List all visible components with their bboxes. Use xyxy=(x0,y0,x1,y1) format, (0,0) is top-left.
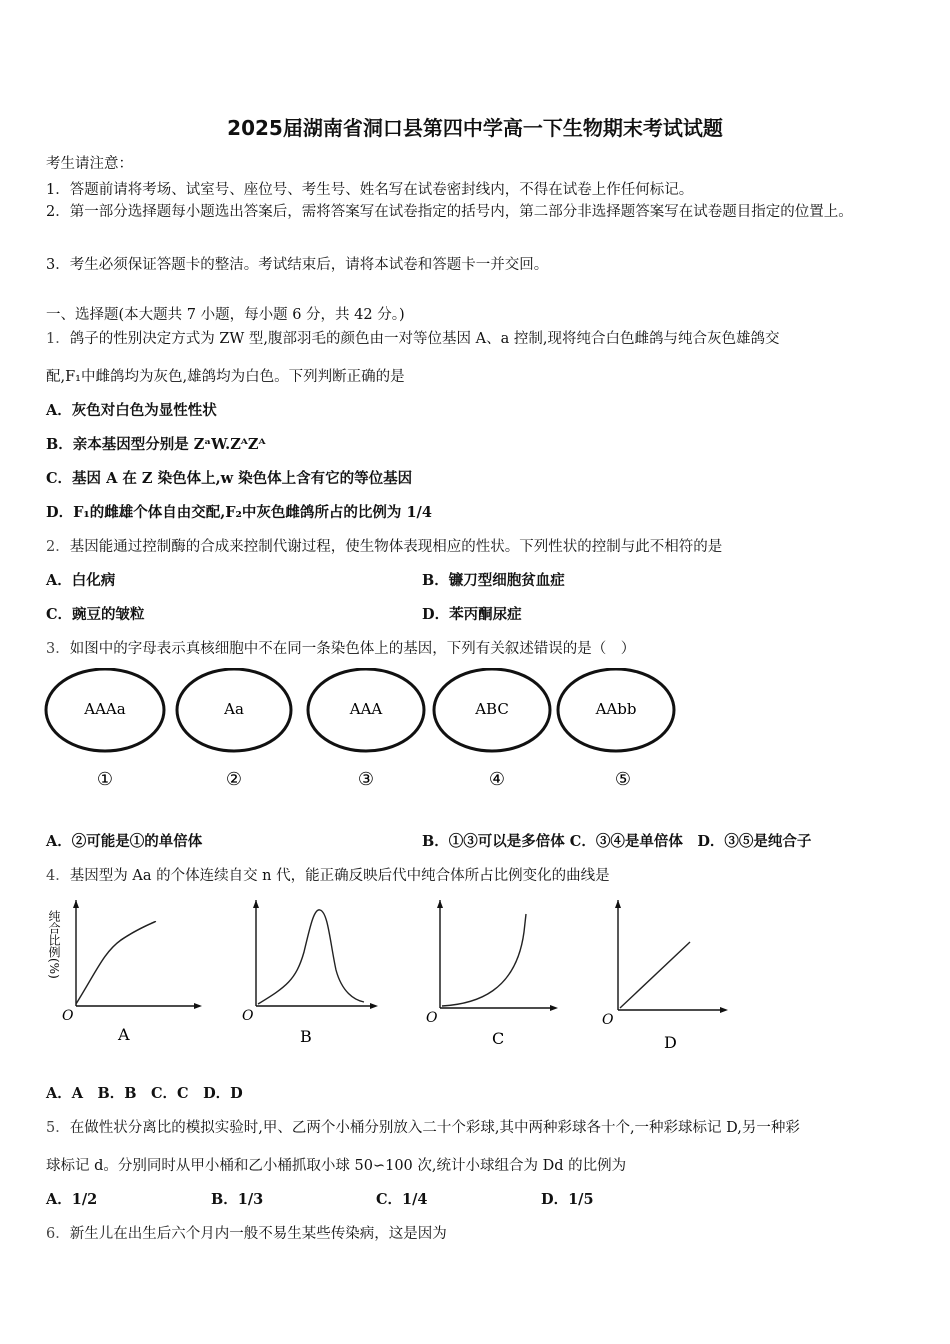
graph-label: D xyxy=(664,1033,677,1052)
question-text: 鸽子的性别决定方式为 ZW 型,腹部羽毛的颜色由一对等位基因 A、a 控制,现将纯合白色雌鸽与纯合灰色雄鸽交 xyxy=(69,331,780,347)
question-number: 5． xyxy=(46,1120,70,1136)
cell-label: ③ xyxy=(357,769,375,790)
q1-option-a[interactable]: A．灰色对白色为显性性状 xyxy=(46,402,217,419)
section-heading: 一、选择题(本大题共 7 小题，每小题 6 分，共 42 分。) xyxy=(46,307,405,323)
cell-diagram xyxy=(40,668,690,798)
question-text: 基因能通过控制酶的合成来控制代谢过程，使生物体表现相应的性状。下列性状的控制与此不相符的是 xyxy=(69,539,723,555)
cell-4 xyxy=(434,669,550,790)
cell-label: ① xyxy=(96,769,114,790)
graph-label: B xyxy=(300,1027,312,1046)
notice-item-2: 2．第一部分选择题每小题选出答案后，需将答案写在试卷指定的括号内，第二部分非选择题答案写在试卷题目指定的位置上。 xyxy=(46,204,853,220)
graph-b xyxy=(242,900,378,1046)
question-number: 6． xyxy=(46,1226,70,1242)
question-5-cont: 球标记 d。分别同时从甲小桶和乙小桶抓取小球 50∽100 次,统计小球组合为 Dd 的比例为 xyxy=(46,1158,627,1174)
question-5 xyxy=(46,1116,800,1137)
cell-genes: AAAa xyxy=(84,700,126,718)
graph-label: C xyxy=(492,1029,505,1048)
graph-origin: O xyxy=(426,1010,438,1026)
graph-origin: O xyxy=(62,1008,74,1024)
question-4 xyxy=(46,864,610,885)
q5-option-b[interactable]: B．1/3 xyxy=(211,1191,264,1208)
q2-option-b[interactable]: B．镰刀型细胞贫血症 xyxy=(422,572,565,589)
graph-c xyxy=(426,900,558,1048)
question-1 xyxy=(46,327,779,348)
cell-5 xyxy=(558,669,674,790)
graph-ylabel: 纯合比例(%) xyxy=(47,910,61,979)
question-2 xyxy=(46,535,722,556)
question-number: 2． xyxy=(46,539,70,555)
cell-genes: AAA xyxy=(349,700,383,718)
question-1-cont: 配,F₁中雌鸽均为灰色,雄鸽均为白色。下列判断正确的是 xyxy=(46,369,405,385)
cell-1 xyxy=(46,669,164,790)
cell-genes: ABC xyxy=(475,700,509,718)
q5-option-c[interactable]: C．1/4 xyxy=(376,1191,428,1208)
cell-label: ⑤ xyxy=(614,769,632,790)
graph-label: A xyxy=(118,1025,130,1044)
curve-graphs xyxy=(46,892,746,1054)
graph-origin: O xyxy=(242,1008,254,1024)
q1-option-d[interactable]: D．F₁的雌雄个体自由交配,F₂中灰色雌鸽所占的比例为 1/4 xyxy=(46,504,432,521)
q1-option-c[interactable]: C．基因 A 在 Z 染色体上,w 染色体上含有它的等位基因 xyxy=(46,470,413,487)
q2-options-row-2 xyxy=(46,603,906,624)
q2-option-d[interactable]: D．苯丙酮尿症 xyxy=(422,606,522,623)
question-text: 如图中的字母表示真核细胞中不在同一条染色体上的基因，下列有关叙述错误的是（ ） xyxy=(69,641,636,657)
cell-genes: AAbb xyxy=(595,700,637,718)
graph-origin: O xyxy=(602,1012,614,1028)
graph-a xyxy=(47,900,202,1044)
notice-item-3: 3．考生必须保证答题卡的整洁。考试结束后，请将本试卷和答题卡一并交回。 xyxy=(46,257,549,273)
q2-option-a[interactable]: A．白化病 xyxy=(46,572,116,589)
question-text: 新生儿在出生后六个月内一般不易生某些传染病，这是因为 xyxy=(69,1226,447,1242)
question-text: 在做性状分离比的模拟实验时,甲、乙两个小桶分别放入二十个彩球,其中两种彩球各十个,一种彩球标记 D,另一种彩 xyxy=(69,1120,800,1136)
q3-options xyxy=(46,830,906,851)
cell-3 xyxy=(308,669,424,790)
question-number: 1． xyxy=(46,331,70,347)
q2-options-row-1 xyxy=(46,569,906,590)
question-number: 4． xyxy=(46,868,70,884)
notice-item-1: 1．答题前请将考场、试室号、座位号、考生号、姓名写在试卷密封线内，不得在试卷上作任何标记。 xyxy=(46,182,694,198)
notice-heading: 考生请注意： xyxy=(46,156,133,172)
q4-options[interactable]: A．A B．B C．C D．D xyxy=(46,1085,243,1102)
cell-label: ② xyxy=(225,769,243,790)
page-title: 2025届湖南省洞口县第四中学高一下生物期末考试试题 xyxy=(227,116,723,140)
q5-option-d[interactable]: D．1/5 xyxy=(541,1191,594,1208)
cell-label: ④ xyxy=(488,769,506,790)
cell-2 xyxy=(177,669,291,790)
question-text: 基因型为 Aa 的个体连续自交 n 代，能正确反映后代中纯合体所占比例变化的曲线是 xyxy=(69,868,610,884)
q1-option-b[interactable]: B．亲本基因型分别是 ZᵃW.ZᴬZᴬ xyxy=(46,436,266,453)
question-number: 3． xyxy=(46,641,70,657)
q3-options-bcd[interactable]: B．①③可以是多倍体 C．③④是单倍体 D．③⑤是纯合子 xyxy=(422,833,812,850)
cell-genes: Aa xyxy=(224,700,244,718)
q2-option-c[interactable]: C．豌豆的皱粒 xyxy=(46,606,145,623)
q5-option-a[interactable]: A．1/2 xyxy=(46,1191,98,1208)
graph-d xyxy=(602,900,728,1052)
question-6 xyxy=(46,1222,447,1243)
q5-options xyxy=(46,1188,906,1209)
q3-option-a[interactable]: A．②可能是①的单倍体 xyxy=(46,833,203,850)
question-3 xyxy=(46,637,635,658)
